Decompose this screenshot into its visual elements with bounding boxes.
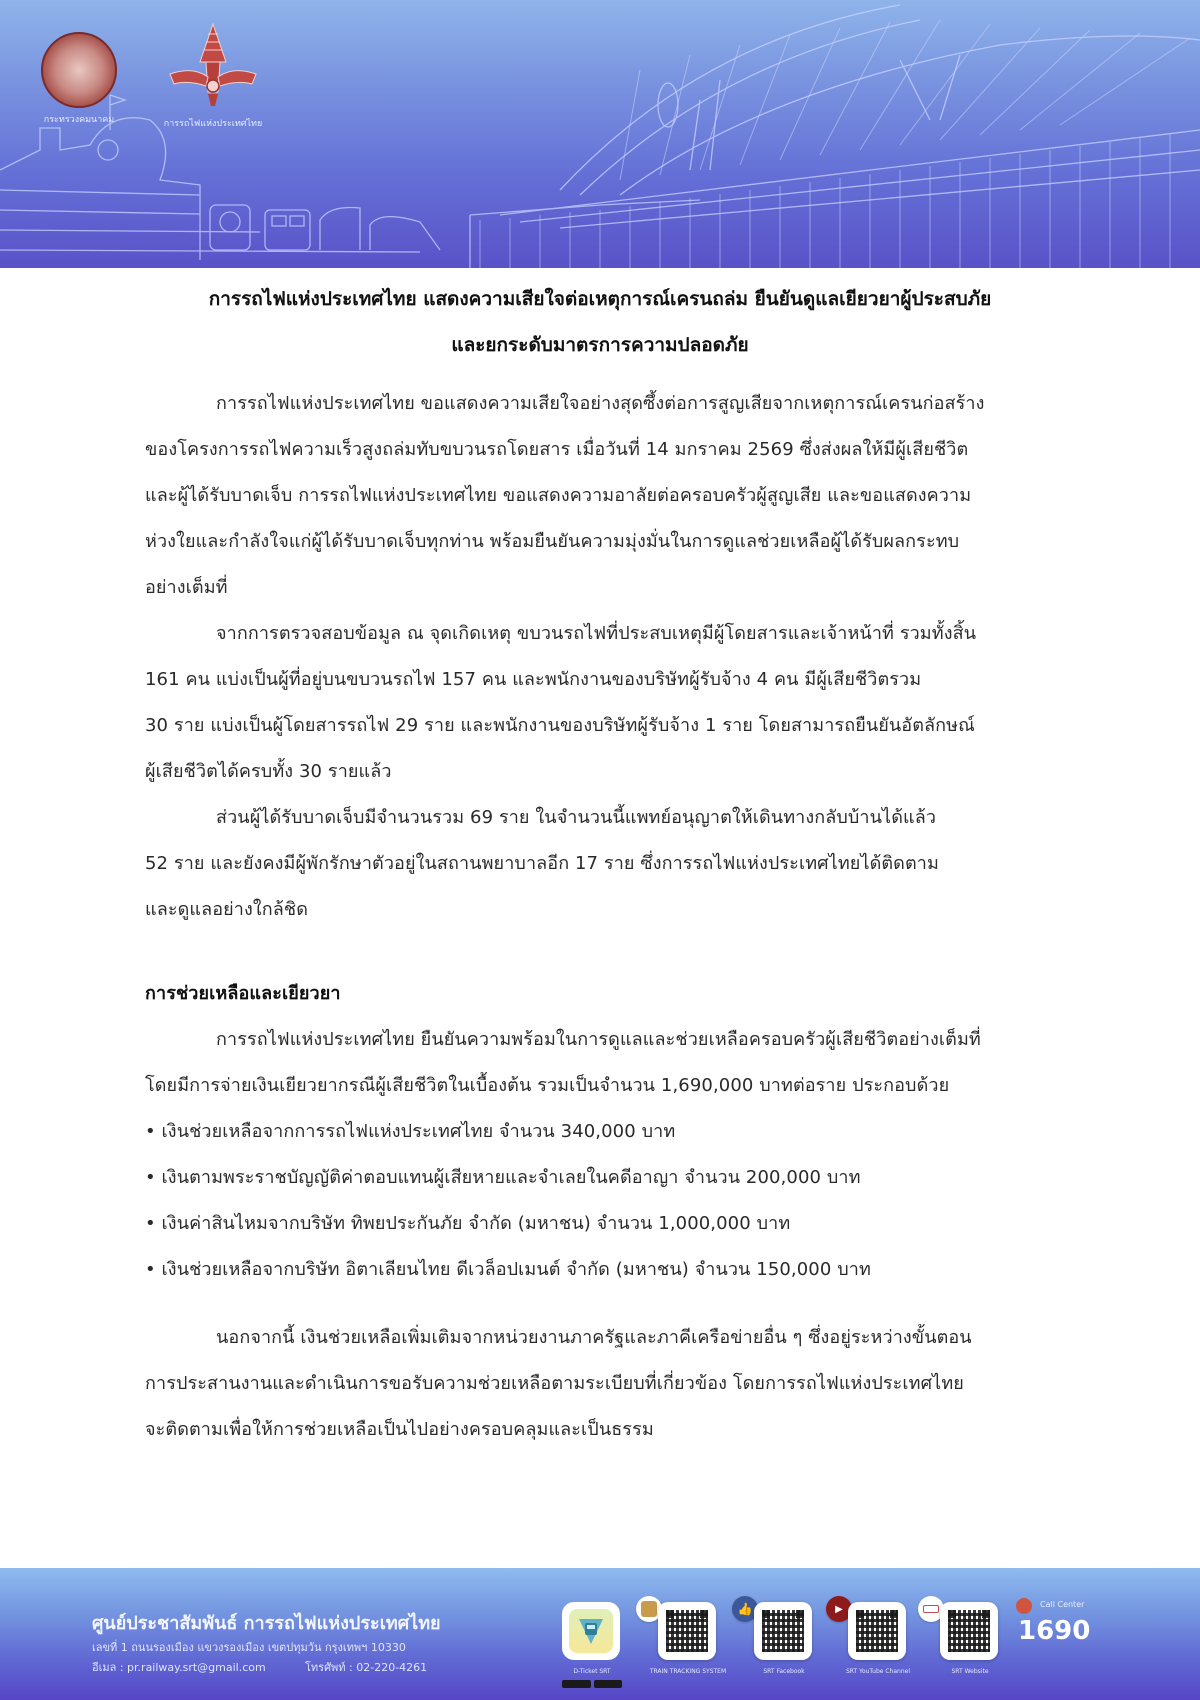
- srt-winged-emblem-icon: [168, 22, 258, 108]
- facebook-like-icon: 👍: [732, 1596, 758, 1622]
- qr-label: SRT Website: [951, 1668, 989, 1675]
- footer-phone[interactable]: โทรศัพท์ : 02-220-4261: [305, 1661, 428, 1674]
- header-banner: [0, 0, 1200, 268]
- compensation-item: • เงินช่วยเหลือจากการรถไฟแห่งประเทศไทย จำนวน 340,000 บาท: [145, 1116, 1055, 1145]
- paragraph-2-line: 161 คน แบ่งเป็นผู้ที่อยู่บนขบวนรถไฟ 157 คน และพนักงานของบริษัทผู้รับจ้าง 4 คน มีผู้เสียชีวิตรวม: [145, 669, 922, 690]
- qr-code-website[interactable]: [940, 1602, 998, 1660]
- paragraph-1-line: อย่างเต็มที่: [145, 577, 228, 598]
- youtube-icon: ▶: [826, 1596, 852, 1622]
- qr-label: SRT YouTube Channel: [845, 1668, 911, 1675]
- paragraph-4-line: การรถไฟแห่งประเทศไทย ยืนยันความพร้อมในการดูแลและช่วยเหลือครอบครัวผู้เสียชีวิตอย่างเต็มที่: [216, 1029, 981, 1050]
- section-heading: การช่วยเหลือและเยียวยา: [145, 983, 341, 1004]
- paragraph-5-line: จะติดตามเพื่อให้การช่วยเหลือเป็นไปอย่างครอบคลุมและเป็นธรรม: [145, 1419, 654, 1440]
- footer-contact-bar: [0, 1568, 1200, 1700]
- paragraph-1-line: ของโครงการรถไฟความเร็วสูงถล่มทับขบวนรถโดยสาร เมื่อวันที่ 14 มกราคม 2569 ซึ่งส่งผลให้มีผู้เสียชีวิต: [145, 439, 969, 460]
- call-center-icon: [1016, 1598, 1032, 1614]
- ministry-caption: กระทรวงคมนาคม: [43, 115, 115, 125]
- footer-address: เลขที่ 1 ถนนรองเมือง แขวงรองเมือง เขตปทุมวัน กรุงเทพฯ 10330: [92, 1641, 406, 1654]
- srt-logo: [148, 22, 278, 130]
- call-center-label: Call Center: [1040, 1600, 1085, 1609]
- paragraph-4-line: โดยมีการจ่ายเงินเยียวยากรณีผู้เสียชีวิตในเบื้องต้น รวมเป็นจำนวน 1,690,000 บาทต่อราย ประกอบด้วย: [145, 1075, 950, 1096]
- page-subtitle: และยกระดับมาตรการความปลอดภัย: [451, 334, 749, 356]
- ministry-seal-icon: [41, 32, 117, 108]
- paragraph-5-line: นอกจากนี้ เงินช่วยเหลือเพิ่มเติมจากหน่วยงานภาครัฐและภาคีเครือข่ายอื่น ๆ ซึ่งอยู่ระหว่างขั้นตอน: [216, 1327, 972, 1348]
- paragraph-3-line: ส่วนผู้ได้รับบาดเจ็บมีจำนวนรวม 69 ราย ในจำนวนนี้แพทย์อนุญาตให้เดินทางกลับบ้านได้แล้ว: [216, 807, 937, 828]
- paragraph-5-line: การประสานงานและดำเนินการขอรับความช่วยเหลือตามระเบียบที่เกี่ยวข้อง โดยการรถไฟแห่งประเทศไทย: [145, 1373, 964, 1394]
- srt-caption: การรถไฟแห่งประเทศไทย: [163, 119, 263, 129]
- paragraph-3-line: 52 ราย และยังคงมีผู้พักรักษาตัวอยู่ในสถานพยาบาลอีก 17 ราย ซึ่งการรถไฟแห่งประเทศไทยได้ติดตาม: [145, 853, 939, 874]
- compensation-item: • เงินตามพระราชบัญญัติค่าตอบแทนผู้เสียหายและจำเลยในคดีอาญา จำนวน 200,000 บาท: [145, 1162, 1055, 1191]
- footer-title: ศูนย์ประชาสัมพันธ์ การรถไฟแห่งประเทศไทย: [92, 1613, 441, 1634]
- qr-code-icon: [762, 1610, 804, 1652]
- qr-code-train-tracking[interactable]: [658, 1602, 716, 1660]
- train-icon: [576, 1616, 606, 1646]
- qr-code-icon: [948, 1610, 990, 1652]
- paragraph-2-line: จากการตรวจสอบข้อมูล ณ จุดเกิดเหตุ ขบวนรถไฟที่ประสบเหตุมีผู้โดยสารและเจ้าหน้าที่ รวมทั้งสิ้น: [216, 623, 977, 644]
- paragraph-2-line: 30 ราย แบ่งเป็นผู้โดยสารรถไฟ 29 ราย และพนักงานของบริษัทผู้รับจ้าง 1 ราย โดยสามารถยืนยันอัตลักษณ์: [145, 715, 975, 736]
- app-label: D-Ticket SRT: [573, 1668, 611, 1675]
- d-ticket-app-card[interactable]: [562, 1602, 620, 1660]
- call-center-number[interactable]: 1690: [1018, 1616, 1091, 1646]
- compensation-item: • เงินค่าสินไหมจากบริษัท ทิพยประกันภัย จำกัด (มหาชน) จำนวน 1,000,000 บาท: [145, 1208, 1055, 1237]
- ministry-of-transport-logo: [34, 22, 124, 126]
- footer-email[interactable]: อีเมล : pr.railway.srt@gmail.com: [92, 1661, 266, 1674]
- qr-label: SRT Facebook: [763, 1668, 805, 1675]
- qr-code-youtube[interactable]: [848, 1602, 906, 1660]
- qr-code-icon: [666, 1610, 708, 1652]
- train-app-icon: [569, 1609, 613, 1653]
- qr-label: TRAIN TRACKING SYSTEM: [649, 1668, 727, 1675]
- paragraph-1-line: ห่วงใยและกำลังใจแก่ผู้ได้รับบาดเจ็บทุกท่าน พร้อมยืนยันความมุ่งมั่นในการดูแลช่วยเหลือผู้ได้รับผลกระทบ: [145, 531, 960, 552]
- paragraph-1-line: การรถไฟแห่งประเทศไทย ขอแสดงความเสียใจอย่างสุดซึ้งต่อการสูญเสียจากเหตุการณ์เครนก่อสร้าง: [216, 393, 985, 414]
- qr-code-facebook[interactable]: [754, 1602, 812, 1660]
- compensation-item: • เงินช่วยเหลือจากบริษัท อิตาเลียนไทย ดีเวล็อปเมนต์ จำกัด (มหาชน) จำนวน 150,000 บาท: [145, 1254, 1055, 1283]
- page-title: การรถไฟแห่งประเทศไทย แสดงความเสียใจต่อเหตุการณ์เครนถล่ม ยืนยันดูแลเยียวยาผู้ประสบภัย: [208, 288, 992, 310]
- app-store-badges[interactable]: [562, 1680, 622, 1688]
- paragraph-1-line: และผู้ได้รับบาดเจ็บ การรถไฟแห่งประเทศไทย ขอแสดงความอาลัยต่อครอบครัวผู้สูญเสีย และขอแสดงความ: [145, 485, 972, 506]
- qr-code-icon: [856, 1610, 898, 1652]
- paragraph-2-line: ผู้เสียชีวิตได้ครบทั้ง 30 รายแล้ว: [145, 761, 392, 782]
- paragraph-3-line: และดูแลอย่างใกล้ชิด: [145, 899, 308, 920]
